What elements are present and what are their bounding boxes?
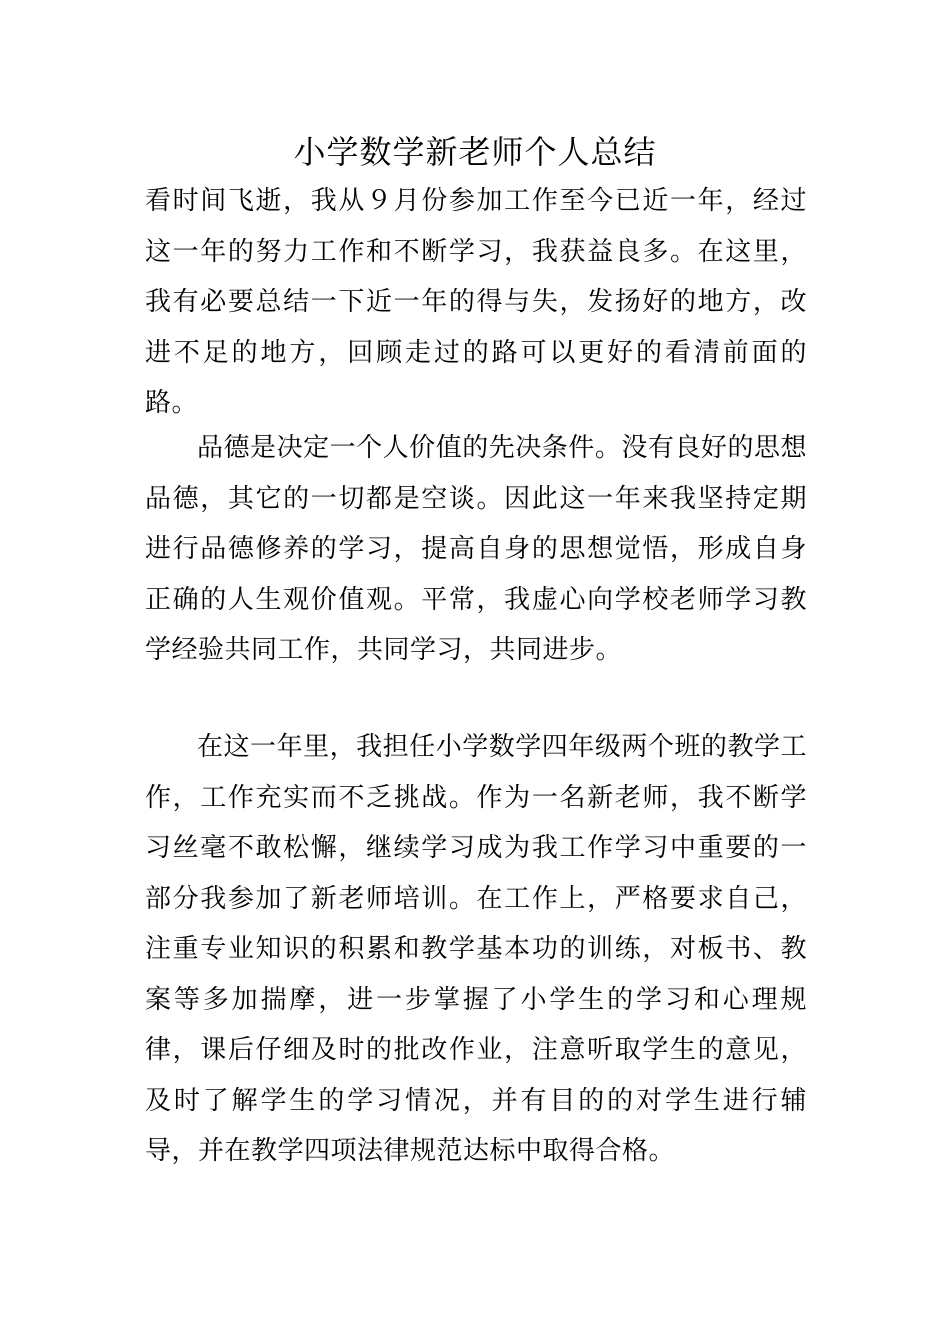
paragraph-text: 在这一年里，我担任小学数学四年级两个班的教学工作，工作充实而不乏挑战。作为一名新老师，我不断学习丝毫不敢松懈，继续学习成为我工作学习中重要的一部分我参加了新老师培训。在工作上，严格要求自己，注重专业知识的积累和教学基本功的训练，对板书、教案等多加揣摩，进一步掌握了小学生的学习和心理规律，课后仔细及时的批改作业，注意听取学生的意见，及时了解学生的学习情况，并有目的的对学生进行辅导，并在教学四项法律规范达标中取得合格。 xyxy=(145,732,807,1166)
body-paragraph-2 xyxy=(145,423,807,676)
body-paragraph-3 xyxy=(145,722,807,1177)
body-paragraph-1 xyxy=(145,176,807,429)
paragraph-text: 看时间飞逝，我从９月份参加工作至今已近一年，经过这一年的努力工作和不断学习，我获益良多。在这里，我有必要总结一下近一年的得与失，发扬好的地方，改进不足的地方，回顾走过的路可以更好的看清前面的路。 xyxy=(145,186,807,418)
document-title: 小学数学新老师个人总结 xyxy=(293,133,657,171)
paragraph-text: 品德是决定一个人价值的先决条件。没有良好的思想品德，其它的一切都是空谈。因此这一年来我坚持定期进行品德修养的学习，提高自身的思想觉悟，形成自身正确的人生观价值观。平常，我虚心向学校老师学习教学经验共同工作，共同学习，共同进步。 xyxy=(145,433,807,665)
